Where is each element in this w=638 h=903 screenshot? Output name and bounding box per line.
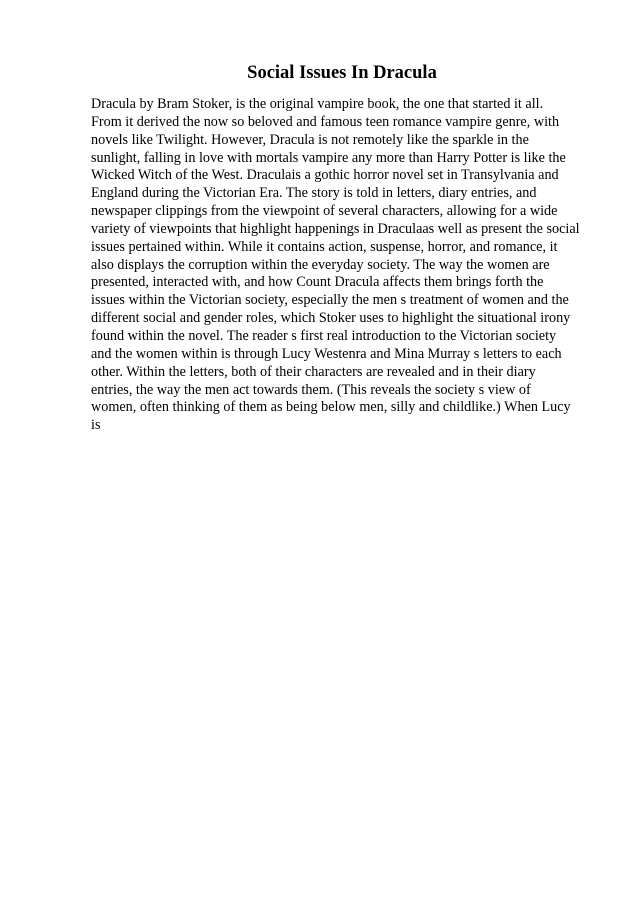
body-line: found within the novel. The reader s first real introduction to the Victorian society (91, 327, 557, 344)
body-line: women, often thinking of them as being below men, silly and childlike.) When Lucy (91, 399, 571, 416)
body-line: and the women within is through Lucy Westenra and Mina Murray s letters to each (91, 345, 562, 362)
body-line: also displays the corruption within the everyday society. The way the women are (91, 256, 550, 273)
body-line: Dracula by Bram Stoker, is the original vampire book, the one that started it all. (91, 96, 544, 112)
body-line: Wicked Witch of the West. Draculais a gothic horror novel set in Transylvania and (91, 167, 559, 184)
document-body (91, 96, 611, 435)
body-line: From it derived the now so beloved and famous teen romance vampire genre, with (91, 113, 560, 130)
body-line: is (91, 417, 101, 434)
body-line: issues pertained within. While it contains action, suspense, horror, and romance, it (91, 238, 558, 255)
body-line: different social and gender roles, which Stoker uses to highlight the situational irony (91, 310, 571, 327)
body-line: other. Within the letters, both of their characters are revealed and in their diary (91, 363, 536, 380)
body-line: entries, the way the men act towards them. (This reveals the society s view of (91, 381, 531, 398)
body-line: newspaper clippings from the viewpoint of several characters, allowing for a wide (91, 203, 558, 220)
document-title: Social Issues In Dracula (247, 63, 437, 83)
body-line: presented, interacted with, and how Count Dracula affects them brings forth the (91, 274, 544, 291)
body-line: England during the Victorian Era. The story is told in letters, diary entries, and (91, 185, 537, 202)
body-line: novels like Twilight. However, Dracula is not remotely like the sparkle in the (91, 131, 529, 148)
body-line: issues within the Victorian society, especially the men s treatment of women and the (91, 292, 569, 309)
body-line: variety of viewpoints that highlight happenings in Draculaas well as present the social (91, 220, 580, 237)
body-line: sunlight, falling in love with mortals vampire any more than Harry Potter is like the (91, 149, 566, 166)
